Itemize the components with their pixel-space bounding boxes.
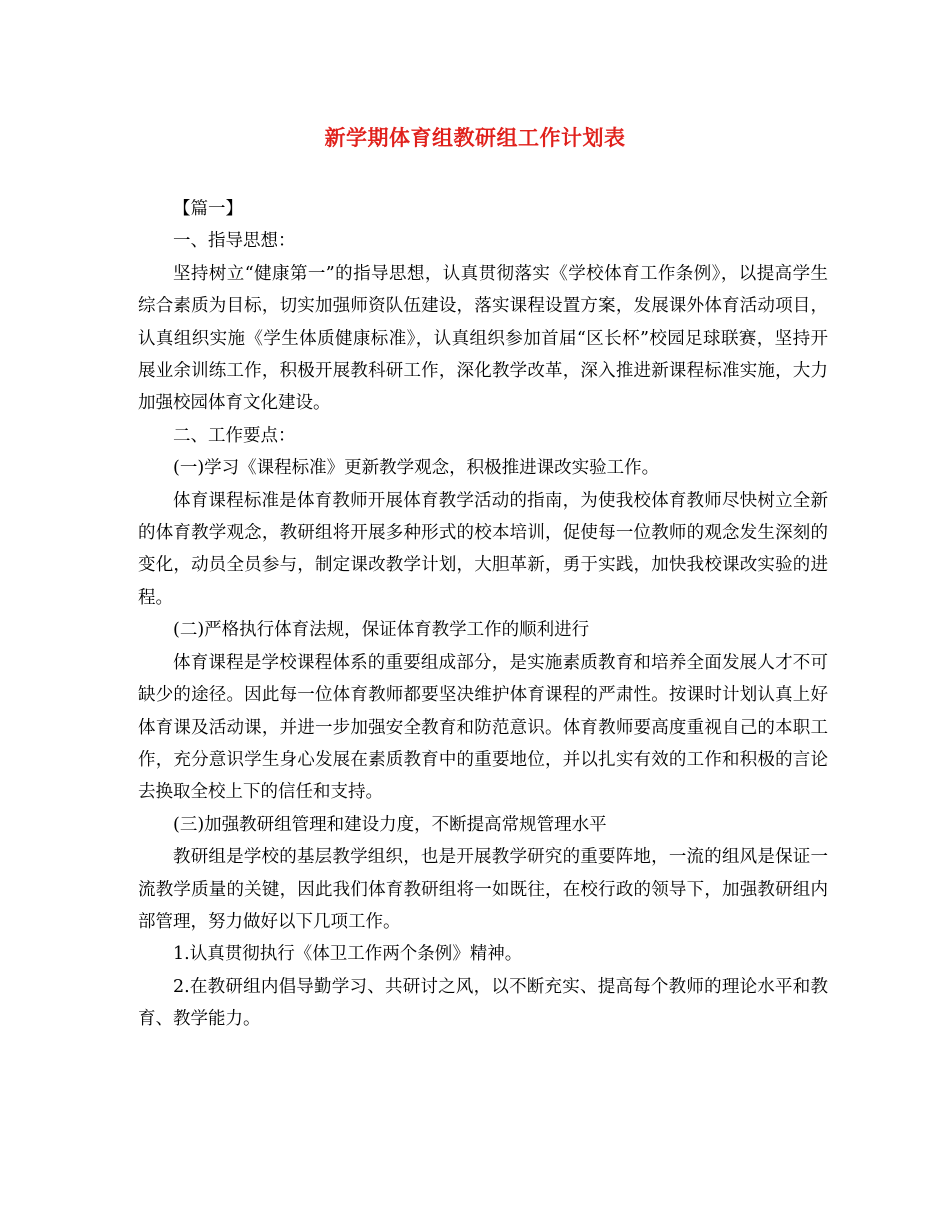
- paragraph-sports-regulations: 体育课程是学校课程体系的重要组成部分，是实施素质教育和培养全面发展人才不可缺少的途径。因此每一位体育教师都要坚决维护体育课程的严肃性。按课时计划认真上好体育课及活动课，并进一步加强安全教育和防范意识。体育教师要高度重视自己的本职工作，充分意识学生身心发展在素质教育中的重要地位，并以扎实有效的工作和积极的言论去换取全校上下的信任和支持。: [138, 652, 828, 803]
- subheading-sports-regulations: (二)严格执行体育法规，保证体育教学工作的顺利进行: [173, 620, 590, 641]
- list-item-2: 2.在教研组内倡导勤学习、共研讨之风，以不断充实、提高每个教师的理论水平和教育、教学能力。: [138, 976, 828, 1030]
- paragraph-curriculum-standards: 体育课程标准是体育教师开展体育教学活动的指南，为使我校体育教师尽快树立全新的体育教学观念，教研组将开展多种形式的校本培训，促使每一位教师的观念发生深刻的变化，动员全员参与，制定课改教学计划，大胆革新，勇于实践，加快我校课改实验的进程。: [138, 490, 828, 608]
- paragraph-guiding-ideology: 坚持树立“健康第一”的指导思想，认真贯彻落实《学校体育工作条例》，以提高学生综合素质为目标，切实加强师资队伍建设，落实课程设置方案，发展课外体育活动项目，认真组织实施《学生体质健康标准》，认真组织参加首届“区长杯”校园足球联赛，坚持开展业余训练工作，积极开展教科研工作，深化教学改革，深入推进新课程标准实施，大力加强校园体育文化建设。: [138, 263, 828, 414]
- document-title: 新学期体育组教研组工作计划表: [324, 125, 626, 150]
- section-heading-work-points: 二、工作要点：: [173, 425, 296, 446]
- section-tag: 【篇一】: [173, 199, 243, 219]
- document-body: [138, 193, 828, 1036]
- paragraph-group-management: 教研组是学校的基层教学组织，也是开展教学研究的重要阵地，一流的组风是保证一流教学质量的关键，因此我们体育教研组将一如既往，在校行政的领导下，加强教研组内部管理，努力做好以下几项工作。: [138, 847, 828, 932]
- section-heading-guiding-ideology: 一、指导思想：: [173, 231, 296, 252]
- subheading-curriculum-standards: (一)学习《课程标准》更新教学观念，积极推进课改实验工作。: [173, 458, 660, 479]
- subheading-group-management: (三)加强教研组管理和建设力度，不断提高常规管理水平: [173, 814, 607, 835]
- list-item-1: 1.认真贯彻执行《体卫工作两个条例》精神。: [173, 944, 523, 965]
